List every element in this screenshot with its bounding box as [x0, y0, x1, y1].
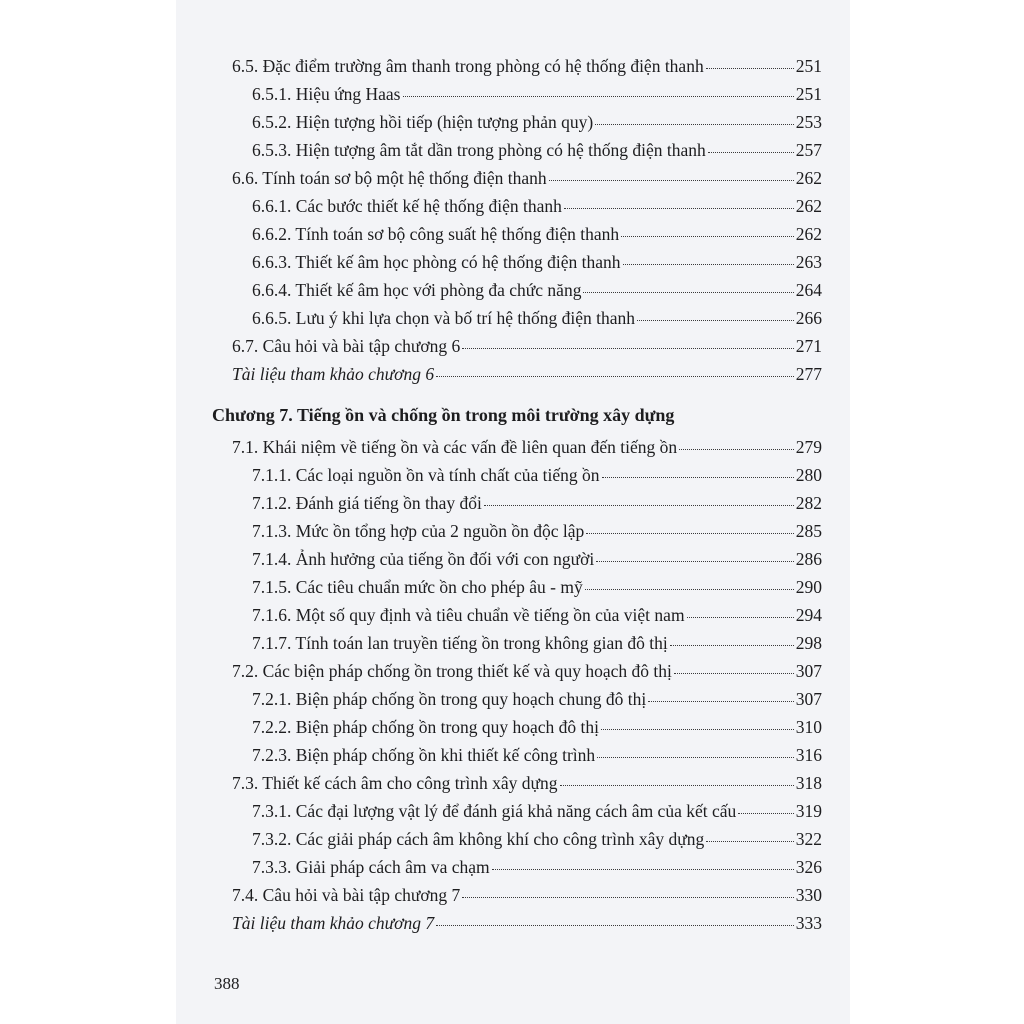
toc-entry-page: 285: [795, 521, 822, 541]
toc-entry-page: 262: [795, 196, 822, 216]
toc-entry-title: 7.3.1. Các đại lượng vật lý để đánh giá khả năng cách âm của kết cấu: [252, 801, 737, 821]
toc-entry-7-1-4: [252, 549, 822, 570]
toc-entry-7-1-7: [252, 633, 822, 654]
toc-entry-page: 251: [795, 56, 822, 76]
toc-entry-title: 7.2. Các biện pháp chống ồn trong thiết kế và quy hoạch đô thị: [232, 661, 672, 681]
toc-entry-title: 6.5.3. Hiện tượng âm tắt dần trong phòng có hệ thống điện thanh: [252, 140, 706, 160]
toc-entry-7-1-5: [252, 577, 822, 598]
toc-entry-page: 307: [795, 661, 822, 681]
toc-entry-title: 6.6.4. Thiết kế âm học với phòng đa chức năng: [252, 280, 582, 300]
toc-entry-7-1: [232, 437, 822, 458]
leader-dots: [596, 560, 794, 562]
toc-entry-page: 266: [795, 308, 822, 328]
leader-dots: [738, 812, 793, 814]
toc-entry-7-3: [232, 773, 822, 794]
page-number: 388: [214, 974, 240, 993]
toc-entry-references-7: [232, 913, 822, 934]
toc-entry-title: 6.6.3. Thiết kế âm học phòng có hệ thống điện thanh: [252, 252, 621, 272]
toc-entry-6-6-3: [252, 252, 822, 273]
leader-dots: [637, 319, 794, 321]
leader-dots: [585, 588, 794, 590]
leader-dots: [602, 476, 794, 478]
leader-dots: [560, 784, 794, 786]
toc-entry-page: 294: [795, 605, 822, 625]
toc-entry-title: 7.2.2. Biện pháp chống ồn trong quy hoạch đô thị: [252, 717, 600, 737]
leader-dots: [648, 700, 794, 702]
leader-dots: [621, 235, 794, 237]
leader-dots: [595, 123, 794, 125]
toc-entry-7-2: [232, 661, 822, 682]
chapter-heading: Chương 7. Tiếng ồn và chống ồn trong môi trường xây dựng: [212, 405, 675, 425]
toc-entry-page: 286: [795, 549, 822, 569]
toc-entry-title: Tài liệu tham khảo chương 6: [232, 364, 435, 384]
leader-dots: [601, 728, 794, 730]
leader-dots: [586, 532, 794, 534]
leader-dots: [706, 840, 794, 842]
toc-entry-page: 298: [795, 633, 822, 653]
leader-dots: [687, 616, 794, 618]
toc-entry-title: 7.1.3. Mức ồn tổng hợp của 2 nguồn ồn độc lập: [252, 521, 585, 541]
toc-entry-title: 7.4. Câu hỏi và bài tập chương 7: [232, 885, 461, 905]
toc-entry-title: 7.3.3. Giải pháp cách âm va chạm: [252, 857, 490, 877]
toc-entry-page: 251: [795, 84, 822, 104]
toc-entry-6-5: [232, 56, 822, 77]
leader-dots: [597, 756, 794, 758]
leader-dots: [492, 868, 794, 870]
leader-dots: [623, 263, 794, 265]
toc-entry-7-1-3: [252, 521, 822, 542]
toc-entry-6-6-1: [252, 196, 822, 217]
toc-entry-page: 326: [795, 857, 822, 877]
toc-entry-7-2-1: [252, 689, 822, 710]
toc-entry-page: 257: [795, 140, 822, 160]
toc-entry-page: 277: [795, 364, 822, 384]
toc-entry-6-6-2: [252, 224, 822, 245]
leader-dots: [679, 448, 794, 450]
toc-entry-page: 319: [795, 801, 822, 821]
leader-dots: [436, 375, 794, 377]
leader-dots: [436, 924, 794, 926]
toc-entry-6-7: [232, 336, 822, 357]
toc-entry-title: 6.5.2. Hiện tượng hồi tiếp (hiện tượng phản quy): [252, 112, 594, 132]
toc-entry-7-3-1: [252, 801, 822, 822]
toc-entry-title: 7.1.2. Đánh giá tiếng ồn thay đổi: [252, 493, 482, 513]
toc-entry-title: 6.6.2. Tính toán sơ bộ công suất hệ thống điện thanh: [252, 224, 620, 244]
leader-dots: [670, 644, 794, 646]
toc-entry-7-2-2: [252, 717, 822, 738]
toc-entry-6-6-4: [252, 280, 822, 301]
toc-entry-6-5-2: [252, 112, 822, 133]
leader-dots: [484, 504, 794, 506]
toc-entry-7-1-2: [252, 493, 822, 514]
toc-entry-references-6: [232, 364, 822, 385]
toc-entry-page: 280: [795, 465, 822, 485]
toc-entry-title: 7.2.1. Biện pháp chống ồn trong quy hoạch chung đô thị: [252, 689, 647, 709]
leader-dots: [549, 179, 794, 181]
toc-entry-title: 6.7. Câu hỏi và bài tập chương 6: [232, 336, 461, 356]
toc-entry-page: 263: [795, 252, 822, 272]
toc-entry-7-1-1: [252, 465, 822, 486]
toc-entry-page: 290: [795, 577, 822, 597]
toc-entry-page: 307: [795, 689, 822, 709]
toc-entry-page: 262: [795, 224, 822, 244]
toc-entry-page: 316: [795, 745, 822, 765]
leader-dots: [706, 67, 794, 69]
toc-entry-page: 262: [795, 168, 822, 188]
toc-entry-page: 318: [795, 773, 822, 793]
leader-dots: [462, 896, 794, 898]
toc-entry-title: 6.6.5. Lưu ý khi lựa chọn và bố trí hệ thống điện thanh: [252, 308, 636, 328]
leader-dots: [708, 151, 794, 153]
toc-entry-page: 282: [795, 493, 822, 513]
toc-entry-6-5-3: [252, 140, 822, 161]
toc-entry-title: 7.3. Thiết kế cách âm cho công trình xây dựng: [232, 773, 558, 793]
toc-entry-page: 322: [795, 829, 822, 849]
toc-entry-6-6-5: [252, 308, 822, 329]
toc-entry-page: 330: [795, 885, 822, 905]
toc-entry-7-4: [232, 885, 822, 906]
toc-entry-6-5-1: [252, 84, 822, 105]
toc-entry-title: 6.5.1. Hiệu ứng Haas: [252, 84, 401, 104]
toc-entry-6-6: [232, 168, 822, 189]
toc-entry-page: 271: [795, 336, 822, 356]
toc-entry-page: 333: [795, 913, 822, 933]
toc-entry-page: 279: [795, 437, 822, 457]
toc-entry-7-1-6: [252, 605, 822, 626]
toc-entry-title: 6.6.1. Các bước thiết kế hệ thống điện thanh: [252, 196, 562, 216]
toc-entry-title: 7.3.2. Các giải pháp cách âm không khí cho công trình xây dựng: [252, 829, 705, 849]
leader-dots: [564, 207, 794, 209]
toc-entry-title: 7.1.6. Một số quy định và tiêu chuẩn về tiếng ồn của việt nam: [252, 605, 685, 625]
toc-entry-page: 264: [795, 280, 822, 300]
leader-dots: [583, 291, 793, 293]
leader-dots: [462, 347, 794, 349]
toc-entry-page: 310: [795, 717, 822, 737]
leader-dots: [403, 95, 794, 97]
leader-dots: [674, 672, 794, 674]
toc-entry-title: 6.5. Đặc điểm trường âm thanh trong phòng có hệ thống điện thanh: [232, 56, 704, 76]
toc-entry-7-2-3: [252, 745, 822, 766]
toc-entry-title: 7.1.5. Các tiêu chuẩn mức ồn cho phép âu - mỹ: [252, 577, 583, 597]
toc-entry-title: Tài liệu tham khảo chương 7: [232, 913, 435, 933]
toc-entry-title: 7.1.7. Tính toán lan truyền tiếng ồn trong không gian đô thị: [252, 633, 668, 653]
toc-entry-7-3-3: [252, 857, 822, 878]
toc-entry-page: 253: [795, 112, 822, 132]
toc-entry-title: 7.1.4. Ảnh hưởng của tiếng ồn đối với con người: [252, 549, 595, 569]
toc-entry-7-3-2: [252, 829, 822, 850]
toc-entry-title: 6.6. Tính toán sơ bộ một hệ thống điện thanh: [232, 168, 547, 188]
toc-entry-title: 7.1.1. Các loại nguồn ồn và tính chất của tiếng ồn: [252, 465, 600, 485]
toc-entry-title: 7.2.3. Biện pháp chống ồn khi thiết kế công trình: [252, 745, 596, 765]
toc-entry-title: 7.1. Khái niệm về tiếng ồn và các vấn đề liên quan đến tiếng ồn: [232, 437, 678, 457]
